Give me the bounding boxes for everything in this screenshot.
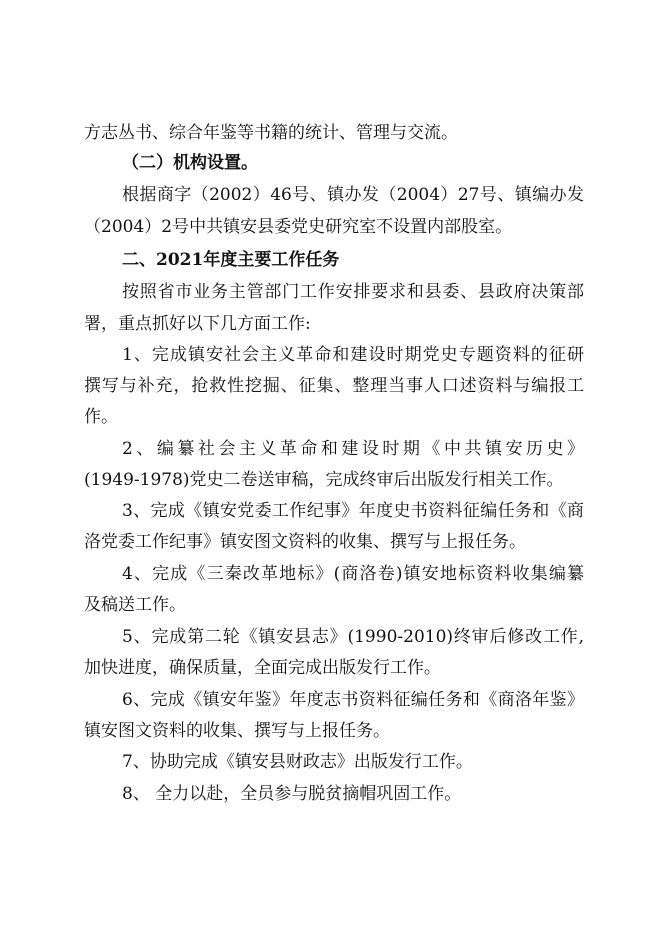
task-item-5-cont: 加快进度，确保质量，全面完成出版发行工作。 (84, 658, 441, 678)
task-item-1-end: 作。 (84, 407, 118, 427)
body-text-line-3: 根据商字（2002）46号、镇办发（2004）27号、镇编办发 (122, 185, 584, 205)
task-item-1: 1、完成镇安社会主义革命和建设时期党史专题资料的征研 (122, 345, 584, 365)
task-item-2-cont: (1949-1978)党史二卷送审稿，完成终审后出版发行相关工作。 (84, 470, 564, 490)
task-item-4: 4、完成《三秦改革地标》(商洛卷)镇安地标资料收集编纂 (122, 564, 584, 584)
task-item-6-cont: 镇安图文资料的收集、撰写与上报任务。 (84, 721, 390, 741)
task-item-5: 5、完成第二轮《镇安县志》(1990-2010)终审后修改工作, (122, 627, 584, 647)
section-heading-main-tasks: 二、2021年度主要工作任务 (122, 250, 340, 270)
section-heading-organization: （二）机构设置。 (122, 153, 258, 173)
body-text-line-6: 按照省市业务主管部门工作安排要求和县委、县政府决策部 (122, 282, 584, 302)
task-item-3-cont: 洛党委工作纪事》镇安图文资料的收集、撰写与上报任务。 (84, 532, 526, 552)
task-item-8: 8、 全力以赴，全员参与脱贫摘帽巩固工作。 (122, 784, 462, 804)
task-item-4-cont: 及稿送工作。 (84, 595, 186, 615)
task-item-7: 7、协助完成《镇安县财政志》出版发行工作。 (122, 752, 473, 772)
task-item-6: 6、完成《镇安年鉴》年度志书资料征编任务和《商洛年鉴》 (122, 690, 584, 710)
task-item-1-cont: 撰写与补充，抢救性挖掘、征集、整理当事人口述资料与编报工 (84, 376, 584, 396)
body-text-line-1: 方志丛书、综合年鉴等书籍的统计、管理与交流。 (84, 123, 458, 143)
body-text-line-4: （2004）2号中共镇安县委党史研究室不设置内部股室。 (84, 217, 513, 237)
body-text-line-7: 署，重点抓好以下几方面工作: (84, 314, 311, 334)
task-item-2: 2、编纂社会主义革命和建设时期《中共镇安历史》 (122, 439, 584, 459)
task-item-3: 3、完成《镇安党委工作纪事》年度史书资料征编任务和《商 (122, 501, 584, 521)
